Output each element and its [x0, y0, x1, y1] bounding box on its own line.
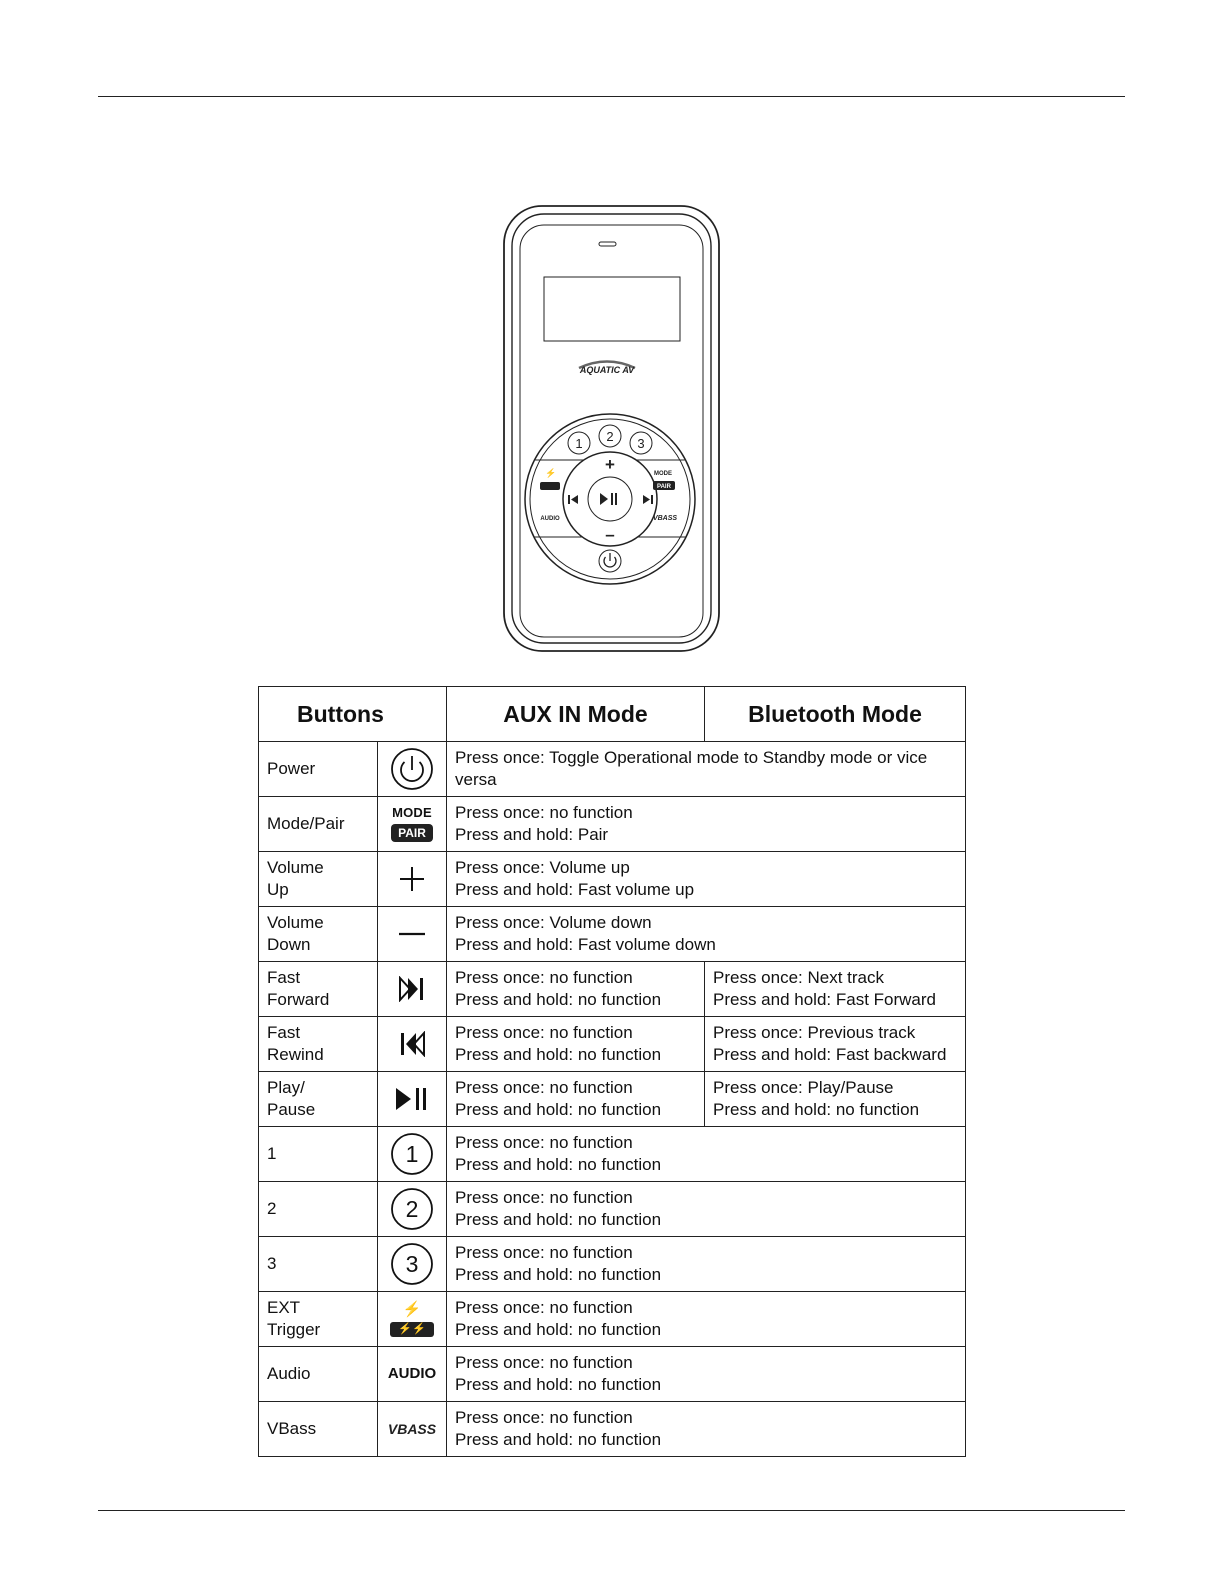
button-description: Press once: no function Press and hold: no function [447, 1347, 966, 1402]
remote-control-illustration [503, 205, 720, 652]
table-row [259, 1237, 966, 1292]
button-name: Play/ Pause [259, 1072, 378, 1127]
button-name: Fast Forward [259, 962, 378, 1017]
header-bluetooth-mode: Bluetooth Mode [705, 687, 966, 742]
svg-text:2: 2 [405, 1196, 419, 1222]
remote-preset-3 [630, 432, 652, 454]
preset-2-icon [390, 1187, 434, 1231]
svg-text:⚡: ⚡ [545, 468, 557, 478]
table-row [259, 742, 966, 797]
remote-minus: – [605, 525, 615, 544]
button-description: Press once: no function Press and hold: no function [447, 1237, 966, 1292]
table-row [259, 1017, 966, 1072]
table-row [259, 1347, 966, 1402]
button-description: Press once: no function Press and hold: no function [447, 1182, 966, 1237]
bluetooth-mode-description: Press once: Previous track Press and hold: Fast backward [705, 1017, 966, 1072]
play-pause-icon [395, 1087, 429, 1111]
remote-preset-1 [568, 432, 590, 454]
remote-logo: AQUATIC AV [579, 365, 635, 375]
svg-text:3: 3 [405, 1251, 419, 1277]
table-row [259, 1127, 966, 1182]
button-name: VBass [259, 1402, 378, 1457]
remote-plus: + [605, 455, 615, 474]
table-row [259, 1072, 966, 1127]
buttons-table [258, 686, 966, 1457]
button-description: Press once: Volume down Press and hold: Fast volume down [447, 907, 966, 962]
button-name: Volume Down [259, 907, 378, 962]
header-rule [98, 96, 1125, 97]
button-name: Power [259, 742, 378, 797]
button-description: Press once: no function Press and hold: Pair [447, 797, 966, 852]
mode-pair-icon: MODE PAIR [392, 805, 432, 840]
button-name: Mode/Pair [259, 797, 378, 852]
table-row [259, 907, 966, 962]
table-row [259, 962, 966, 1017]
button-description: Press once: Volume up Press and hold: Fast volume up [447, 852, 966, 907]
header-aux-in-mode: AUX IN Mode [447, 687, 705, 742]
svg-text:3: 3 [637, 436, 645, 451]
svg-text:1: 1 [405, 1141, 419, 1167]
aux-mode-description: Press once: no function Press and hold: no function [447, 1072, 705, 1127]
footer-rule [98, 1510, 1125, 1511]
button-description: Press once: no function Press and hold: no function [447, 1402, 966, 1457]
svg-text:1: 1 [575, 436, 583, 451]
bluetooth-mode-description: Press once: Play/Pause Press and hold: no function [705, 1072, 966, 1127]
fast-forward-icon [398, 976, 426, 1002]
minus-icon [398, 929, 426, 939]
table-row [259, 852, 966, 907]
aux-mode-description: Press once: no function Press and hold: no function [447, 1017, 705, 1072]
preset-3-icon [390, 1242, 434, 1286]
ext-trigger-icon: ⚡ ⚡⚡ [378, 1292, 446, 1346]
preset-1-icon [390, 1132, 434, 1176]
power-icon [390, 747, 434, 791]
remote-preset-2 [599, 425, 621, 447]
plus-icon [398, 865, 426, 893]
button-name: Volume Up [259, 852, 378, 907]
button-name: Fast Rewind [259, 1017, 378, 1072]
button-description: Press once: no function Press and hold: no function [447, 1127, 966, 1182]
table-row [259, 1292, 966, 1347]
svg-text:VBASS: VBASS [652, 515, 678, 522]
button-description: Press once: Toggle Operational mode to Standby mode or vice versa [447, 742, 966, 797]
header-buttons: Buttons [259, 687, 447, 742]
table-row [259, 797, 966, 852]
fast-rewind-icon [398, 1031, 426, 1057]
vbass-icon: VBASS [387, 1421, 437, 1437]
audio-icon: AUDIO [387, 1365, 437, 1382]
remote-display [544, 277, 680, 341]
table-row [259, 1182, 966, 1237]
table-row [259, 1402, 966, 1457]
button-name: 2 [259, 1182, 378, 1237]
button-name: 3 [259, 1237, 378, 1292]
aux-mode-description: Press once: no function Press and hold: no function [447, 962, 705, 1017]
button-name: 1 [259, 1127, 378, 1182]
svg-text:MODE: MODE [654, 471, 672, 477]
svg-text:PAIR: PAIR [657, 484, 671, 490]
svg-text:AUDIO: AUDIO [540, 516, 560, 522]
svg-text:2: 2 [606, 429, 614, 444]
button-name: Audio [259, 1347, 378, 1402]
bluetooth-mode-description: Press once: Next track Press and hold: Fast Forward [705, 962, 966, 1017]
button-name: EXT Trigger [259, 1292, 378, 1347]
button-description: Press once: no function Press and hold: no function [447, 1292, 966, 1347]
